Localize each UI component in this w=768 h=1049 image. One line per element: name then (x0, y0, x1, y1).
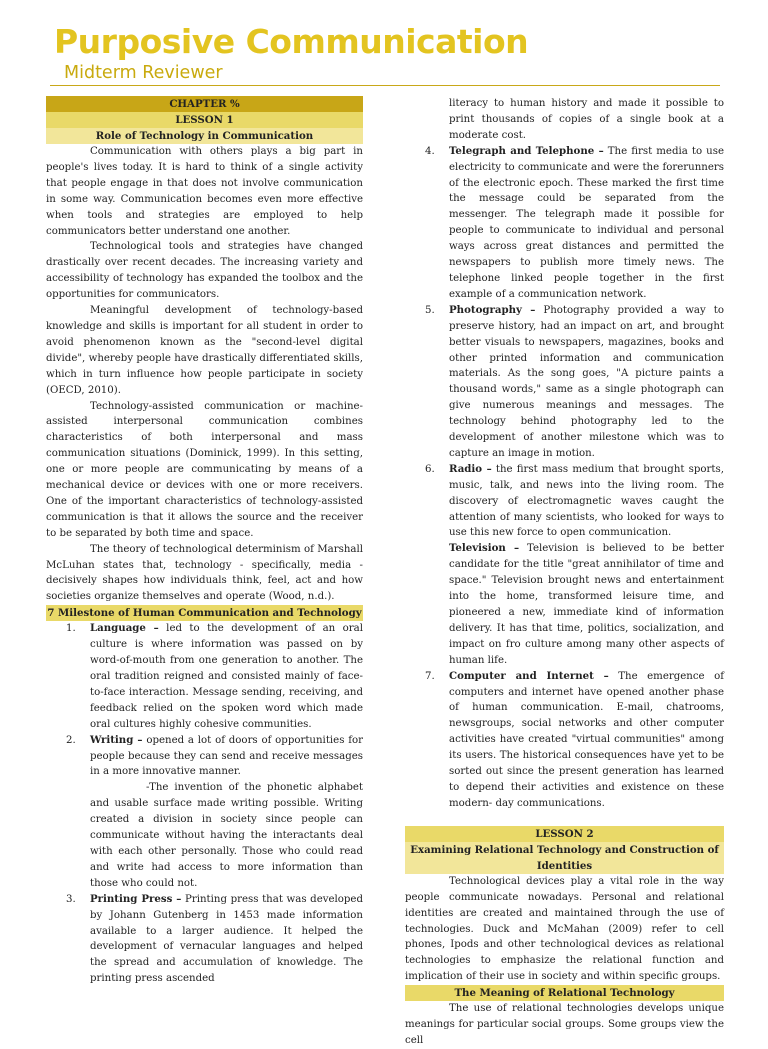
list-term: Telegraph and Telephone – (449, 144, 604, 157)
list-number: 1. (66, 623, 76, 635)
paragraph: Technological tools and strategies have changed drastically over recent decades. The increasing variety and accessibility of technology has expanded the toolbox and the opportunities for communicators. (46, 241, 363, 301)
list-term: Television – (449, 542, 520, 555)
document-title: Purposive Communication (54, 22, 529, 61)
paragraph: Technological devices play a vital role in the way people communicate nowadays. Personal and relational identities are created and maintained through the use of technologies. Duck and McMahan (2009) refer to cell phones, Ipods and other technological devices as relational technologies to emphasize the relational function and implication of their use in society and within specific groups. (405, 875, 724, 983)
section-gap (405, 812, 724, 826)
list-item-continuation (405, 96, 724, 144)
list-text: The first media to use electricity to communicate and were the forerunners of the electronic epoch. These marked the first time the message could be separated from the messenger. The telegraph made it possible for people to communicate to individual and personal ways across great distances and permitted the newspapers to publish more timely news. The telephone linked people together in the first example of a communication network. (449, 145, 724, 300)
title-divider (50, 85, 720, 86)
lesson-1-band: LESSON 1 (46, 112, 363, 128)
list-term: Photography – (449, 303, 536, 316)
left-column (46, 96, 363, 987)
right-column (405, 96, 724, 1049)
list-extra-text: -The invention of the phonetic alphabet and usable surface made writing possible. Writing created a division in society since people can communicate without having the interactants deal with each other personally. Those who could read and write had access to more information than those who could not. (90, 782, 363, 889)
lesson-1-topic-band: Role of Technology in Communication (46, 128, 363, 144)
list-item (46, 621, 363, 732)
milestone-list (46, 621, 363, 987)
list-text: Television is believed to be better candidate for the title "great annihilator of time and space." Television brought news and entertainment into the home, transformed leisure time, and pioneered a new, immediate kind of information delivery. It has that time, politics, socialization, and impact on fro culture among many other aspects of human life. (449, 543, 724, 666)
relational-technology-heading: The Meaning of Relational Technology (405, 985, 724, 1001)
chapter-band: CHAPTER % (46, 96, 363, 112)
list-number: 6. (425, 463, 435, 475)
list-term: Computer and Internet – (449, 669, 609, 682)
list-term: Radio – (449, 462, 492, 475)
list-number: 3. (66, 893, 76, 905)
list-text: Photography provided a way to preserve history, had an impact on art, and brought better visuals to newspapers, magazines, books and other printed information and communication materials. As the song goes, "A picture paints a thousand words," same as a single photograph can give numerous meanings and messages. The technology behind photography led to the development of another milestone which was to capture an image in motion. (449, 304, 725, 459)
list-item (405, 144, 724, 303)
list-number: 5. (425, 304, 435, 316)
milestone-heading: 7 Milestone of Human Communication and Technology (47, 607, 362, 620)
list-item (405, 462, 724, 669)
lesson-2-band: LESSON 2 (405, 826, 724, 842)
milestone-list-continued (405, 96, 724, 812)
list-number: 7. (425, 670, 435, 682)
list-text: Printing press that was developed by Johann Gutenberg in 1453 made information available to a larger audience. It helped the development of vernacular languages and helped the spread and accumulation of knowledge. The printing press ascended (90, 893, 363, 985)
list-text: literacy to human history and made it possible to print thousands of copies of a single book at a moderate cost. (449, 98, 724, 141)
list-text: The emergence of computers and internet have opened another phase of human communication. E-mail, chatrooms, newsgroups, social networks and other computer activities have created "virtual communities" among its users. The historical consequences have yet to be sorted out since the present generation has learned to depend their activities and existence on these modern- day communications. (449, 670, 724, 809)
list-term: Language – (90, 622, 159, 635)
list-text: opened a lot of doors of opportunities for people because they can send and receive messages in a more innovative manner. (90, 734, 363, 778)
list-number: 2. (66, 734, 76, 746)
list-item (46, 733, 363, 892)
list-text: led to the development of an oral culture is where information was passed on by word-of-mouth from one generation to another. The oral tradition reigned and consisted mainly of face-to-face interaction. Message sending, receiving, and feedback relied on the spoken word which made oral cultures highly cohesive communities. (90, 623, 363, 730)
list-term: Printing Press – (90, 892, 182, 905)
paragraph: Meaningful development of technology-based knowledge and skills is important for all student in order to avoid phenomenon known as the "second-level digital divide", whereby people have drastically differentiated skills, which in turn influence how people participate in society (OECD, 2010). (46, 305, 363, 396)
list-item (46, 892, 363, 987)
lesson-2-topic-band: Examining Relational Technology and Construction of Identities (405, 842, 724, 874)
list-text: the first mass medium that brought sports, music, talk, and news into the living room. The discovery of electromagnetic waves caught the attention of many scientists, who looked for ways to use this new force to open communication. (449, 463, 724, 539)
document-subtitle: Midterm Reviewer (64, 63, 223, 83)
list-term: Writing – (90, 733, 143, 746)
paragraph: The use of relational technologies develops unique meanings for particular social groups. Some groups view the cell (405, 1003, 724, 1046)
list-item (405, 669, 724, 812)
paragraph: The theory of technological determinism of Marshall McLuhan states that, technology - specifically, media - decisively shapes how individuals think, feel, act and how societies organize themselves and operate (Wood, n.d.). (46, 543, 363, 603)
list-number: 4. (425, 145, 435, 157)
paragraph: Communication with others plays a big part in people's lives today. It is hard to think of a single activity that people engage in that does not involve communication in some way. Communication becomes even more effective when tools and strategies are employed to help communicators better understand one another. (46, 146, 363, 237)
list-item (405, 303, 724, 462)
paragraph: Technology-assisted communication or machine-assisted interpersonal communication combines characteristics of both interpersonal and mass communication situations (Dominick, 1999). In this setting, one or more people are communicating by means of a mechanical device or devices with one or more receivers. One of the important characteristics of technology-assisted communication is that it allows the source and the receiver to be separated by both time and space. (46, 400, 363, 539)
